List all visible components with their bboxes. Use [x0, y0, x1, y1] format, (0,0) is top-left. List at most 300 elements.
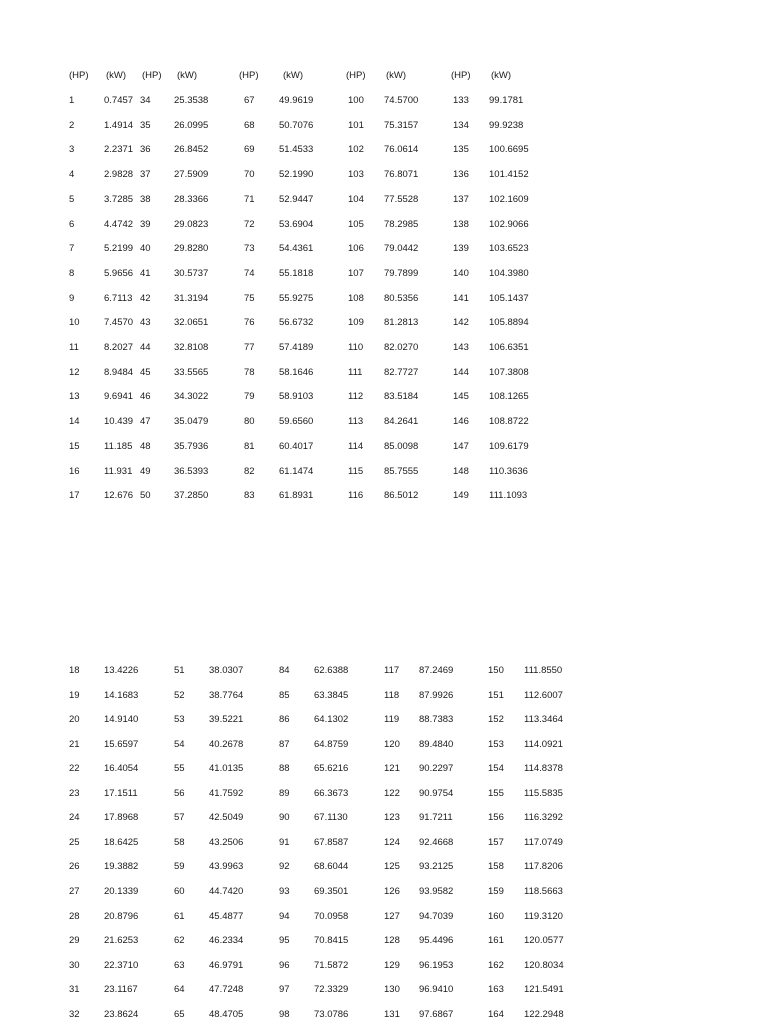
cell-kw-e: 108.1265	[489, 391, 529, 403]
cell-hp-d: 131	[384, 1008, 400, 1020]
cell-hp-a: 21	[69, 738, 80, 750]
cell-hp-c: 70	[244, 169, 255, 181]
cell-hp-b: 61	[174, 910, 185, 922]
cell-kw-c: 52.1990	[279, 169, 314, 181]
cell-hp-d: 106	[348, 243, 364, 255]
cell-hp-c: 87	[279, 738, 290, 750]
cell-hp-d: 123	[384, 812, 400, 824]
cell-kw-d: 88.7383	[419, 714, 454, 726]
cell-hp-c: 82	[244, 465, 255, 477]
cell-hp-d: 108	[348, 292, 364, 304]
cell-kw-b: 31.3194	[174, 292, 209, 304]
cell-hp-c: 83	[244, 490, 255, 502]
cell-kw-a: 7.4570	[104, 317, 134, 329]
cell-hp-e: 162	[488, 959, 504, 971]
cell-hp-a: 3	[69, 144, 75, 156]
cell-hp-d: 102	[348, 144, 364, 156]
cell-hp-d: 130	[384, 984, 400, 996]
cell-hp-a: 32	[69, 1008, 80, 1020]
cell-kw-c: 64.8759	[314, 738, 349, 750]
cell-hp-b: 56	[174, 787, 185, 799]
cell-hp-a: 20	[69, 714, 80, 726]
cell-hp-b: 59	[174, 861, 185, 873]
cell-hp-e: 161	[488, 935, 504, 947]
cell-kw-a: 6.7113	[104, 292, 133, 304]
cell-hp-c: 72	[244, 218, 255, 230]
cell-kw-d: 76.0614	[384, 144, 419, 156]
cell-kw-c: 70.0958	[314, 910, 349, 922]
cell-hp-b: 54	[174, 738, 185, 750]
cell-hp-d: 115	[348, 465, 364, 477]
cell-kw-e: 122.2948	[524, 1008, 564, 1020]
cell-kw-d: 85.7555	[384, 465, 419, 477]
table-row	[0, 168, 768, 182]
cell-kw-a: 10.439	[104, 416, 134, 428]
cell-hp-e: 159	[488, 885, 504, 897]
cell-hp-e: 138	[453, 218, 469, 230]
cell-hp-d: 122	[384, 787, 400, 799]
cell-kw-e: 109.6179	[489, 440, 529, 452]
cell-kw-c: 72.3329	[314, 984, 349, 996]
cell-hp-c: 85	[279, 689, 290, 701]
cell-hp-d: 116	[348, 490, 364, 502]
cell-kw-d: 92.4668	[419, 836, 454, 848]
cell-hp-c: 81	[244, 440, 255, 452]
cell-hp-a: 23	[69, 787, 80, 799]
table-row	[0, 218, 768, 232]
cell-hp-b: 38	[140, 193, 151, 205]
column-header-kw-e: (kW)	[491, 70, 512, 81]
cell-hp-e: 155	[488, 787, 504, 799]
cell-hp-d: 119	[384, 714, 400, 726]
cell-hp-c: 97	[279, 984, 290, 996]
cell-kw-a: 4.4742	[104, 218, 134, 230]
cell-hp-a: 18	[69, 665, 80, 676]
cell-hp-a: 22	[69, 763, 80, 775]
cell-kw-b: 30.5737	[174, 267, 209, 279]
cell-kw-d: 90.9754	[419, 787, 454, 799]
table-row	[0, 664, 768, 678]
cell-hp-b: 63	[174, 959, 185, 971]
cell-kw-b: 46.9791	[209, 959, 244, 971]
cell-hp-b: 52	[174, 689, 185, 701]
cell-kw-c: 51.4533	[279, 144, 314, 156]
cell-hp-e: 139	[453, 243, 469, 255]
cell-kw-e: 111.8550	[524, 665, 563, 676]
cell-hp-d: 107	[348, 267, 364, 279]
cell-hp-d: 105	[348, 218, 364, 230]
cell-kw-c: 61.1474	[279, 465, 314, 477]
cell-kw-e: 103.6523	[489, 243, 529, 255]
cell-hp-e: 149	[453, 490, 469, 502]
cell-hp-a: 19	[69, 689, 80, 701]
cell-hp-b: 51	[174, 665, 185, 676]
cell-kw-e: 108.8722	[489, 416, 529, 428]
cell-hp-c: 88	[279, 763, 290, 775]
table-row	[0, 910, 768, 924]
cell-hp-a: 13	[69, 391, 80, 403]
cell-kw-e: 110.3636	[489, 465, 528, 477]
cell-hp-a: 9	[69, 292, 75, 304]
cell-kw-c: 52.9447	[279, 193, 314, 205]
cell-kw-d: 79.7899	[384, 267, 419, 279]
cell-kw-c: 53.6904	[279, 218, 314, 230]
cell-hp-a: 28	[69, 910, 80, 922]
cell-hp-a: 10	[69, 317, 80, 329]
cell-hp-d: 109	[348, 317, 364, 329]
cell-kw-d: 96.9410	[419, 984, 454, 996]
cell-hp-e: 144	[453, 366, 469, 378]
cell-kw-e: 112.6007	[524, 689, 563, 701]
cell-kw-c: 57.4189	[279, 342, 314, 353]
cell-kw-a: 23.1167	[104, 984, 138, 996]
cell-hp-b: 50	[140, 490, 151, 502]
cell-kw-c: 59.6560	[279, 416, 314, 428]
cell-hp-b: 43	[140, 317, 151, 329]
cell-hp-b: 46	[140, 391, 151, 403]
cell-hp-b: 40	[140, 243, 151, 255]
cell-hp-b: 47	[140, 416, 151, 428]
cell-kw-b: 35.0479	[174, 416, 209, 428]
cell-kw-e: 111.1093	[489, 490, 528, 502]
cell-hp-c: 95	[279, 935, 290, 947]
cell-hp-e: 160	[488, 910, 504, 922]
table-row	[0, 440, 768, 454]
cell-hp-b: 60	[174, 885, 185, 897]
cell-kw-d: 95.4496	[419, 935, 454, 947]
table-row	[0, 811, 768, 825]
cell-hp-a: 2	[69, 119, 75, 131]
cell-hp-e: 156	[488, 812, 504, 824]
table-row	[0, 689, 768, 703]
column-header-hp-c: (HP)	[239, 70, 259, 81]
table-row	[0, 119, 768, 133]
cell-hp-d: 125	[384, 861, 400, 873]
cell-kw-d: 97.6867	[419, 1008, 454, 1020]
cell-kw-e: 118.5663	[524, 885, 563, 897]
cell-kw-b: 33.5565	[174, 366, 209, 378]
table-row	[0, 193, 768, 207]
cell-hp-a: 15	[69, 440, 80, 452]
table-row	[0, 341, 768, 355]
cell-kw-b: 32.0651	[174, 317, 209, 329]
cell-hp-a: 24	[69, 812, 80, 824]
cell-hp-a: 6	[69, 218, 75, 230]
cell-kw-d: 80.5356	[384, 292, 419, 304]
cell-kw-a: 23.8624	[104, 1008, 139, 1020]
cell-hp-d: 129	[384, 959, 400, 971]
column-header-hp-d: (HP)	[346, 70, 366, 81]
cell-kw-a: 15.6597	[104, 738, 139, 750]
cell-hp-d: 121	[384, 763, 400, 775]
cell-kw-d: 89.4840	[419, 738, 454, 750]
cell-kw-d: 74.5700	[384, 95, 419, 106]
table-row	[0, 762, 768, 776]
cell-kw-a: 19.3882	[104, 861, 139, 873]
cell-hp-a: 17	[69, 490, 80, 502]
cell-kw-a: 8.2027	[104, 342, 134, 353]
cell-hp-e: 147	[453, 440, 469, 452]
column-header-kw-b: (kW)	[177, 70, 198, 81]
cell-hp-a: 12	[69, 366, 80, 378]
cell-kw-d: 81.2813	[384, 317, 419, 329]
cell-hp-c: 96	[279, 959, 290, 971]
cell-kw-d: 83.5184	[384, 391, 419, 403]
cell-hp-c: 98	[279, 1008, 290, 1020]
table-row	[0, 242, 768, 256]
cell-hp-a: 8	[69, 267, 75, 279]
table-row	[0, 489, 768, 503]
cell-hp-e: 143	[453, 342, 469, 353]
cell-hp-d: 114	[348, 440, 364, 452]
cell-kw-b: 43.9963	[209, 861, 244, 873]
cell-kw-c: 66.3673	[314, 787, 349, 799]
cell-hp-a: 7	[69, 243, 75, 255]
cell-hp-d: 100	[348, 95, 364, 106]
cell-kw-c: 56.6732	[279, 317, 314, 329]
cell-hp-a: 4	[69, 169, 75, 181]
cell-kw-e: 100.6695	[489, 144, 529, 156]
cell-hp-a: 30	[69, 959, 80, 971]
cell-kw-a: 3.7285	[104, 193, 134, 205]
cell-kw-c: 55.9275	[279, 292, 314, 304]
cell-kw-e: 104.3980	[489, 267, 529, 279]
cell-hp-a: 31	[69, 984, 80, 996]
table-row	[0, 94, 768, 108]
cell-hp-c: 93	[279, 885, 290, 897]
cell-kw-c: 54.4361	[279, 243, 314, 255]
cell-kw-e: 114.8378	[524, 763, 563, 775]
cell-kw-a: 21.6253	[104, 935, 139, 947]
cell-hp-e: 163	[488, 984, 504, 996]
cell-hp-e: 134	[453, 119, 469, 131]
cell-hp-e: 154	[488, 763, 504, 775]
column-header-hp-a: (HP)	[69, 70, 89, 81]
cell-kw-a: 11.185	[104, 440, 133, 452]
cell-kw-e: 102.1609	[489, 193, 529, 205]
column-header-hp-b: (HP)	[142, 70, 162, 81]
column-header-kw-c: (kW)	[283, 70, 304, 81]
cell-hp-c: 74	[244, 267, 255, 279]
cell-kw-c: 63.3845	[314, 689, 349, 701]
cell-hp-c: 94	[279, 910, 290, 922]
cell-kw-a: 13.4226	[104, 665, 139, 676]
cell-kw-c: 71.5872	[314, 959, 349, 971]
cell-kw-c: 50.7076	[279, 119, 314, 131]
table-row	[0, 860, 768, 874]
cell-kw-d: 78.2985	[384, 218, 419, 230]
cell-hp-c: 86	[279, 714, 290, 726]
cell-hp-e: 150	[488, 665, 504, 676]
cell-hp-a: 16	[69, 465, 80, 477]
cell-kw-d: 93.2125	[419, 861, 454, 873]
cell-hp-c: 89	[279, 787, 290, 799]
cell-hp-e: 135	[453, 144, 469, 156]
cell-kw-a: 2.2371	[104, 144, 134, 156]
cell-kw-c: 58.9103	[279, 391, 314, 403]
cell-kw-c: 64.1302	[314, 714, 349, 726]
cell-hp-b: 48	[140, 440, 151, 452]
cell-hp-b: 62	[174, 935, 185, 947]
cell-kw-b: 28.3366	[174, 193, 209, 205]
cell-hp-e: 157	[488, 836, 504, 848]
cell-kw-a: 22.3710	[104, 959, 139, 971]
cell-hp-d: 101	[348, 119, 364, 131]
cell-kw-a: 20.8796	[104, 910, 139, 922]
cell-kw-d: 93.9582	[419, 885, 454, 897]
cell-kw-a: 12.676	[104, 490, 134, 502]
cell-hp-b: 55	[174, 763, 185, 775]
cell-kw-a: 14.9140	[104, 714, 139, 726]
cell-hp-e: 164	[488, 1008, 504, 1020]
cell-kw-e: 120.0577	[524, 935, 564, 947]
cell-hp-c: 73	[244, 243, 255, 255]
cell-hp-b: 65	[174, 1008, 185, 1020]
cell-hp-a: 25	[69, 836, 80, 848]
table-row	[0, 415, 768, 429]
cell-kw-a: 9.6941	[104, 391, 134, 403]
cell-hp-e: 148	[453, 465, 469, 477]
cell-hp-b: 36	[140, 144, 151, 156]
cell-hp-d: 117	[384, 665, 400, 676]
cell-hp-e: 136	[453, 169, 469, 181]
cell-kw-e: 115.5835	[524, 787, 563, 799]
cell-hp-c: 84	[279, 665, 290, 676]
cell-kw-b: 40.2678	[209, 738, 244, 750]
cell-hp-d: 120	[384, 738, 400, 750]
cell-kw-b: 46.2334	[209, 935, 244, 947]
cell-hp-e: 141	[453, 292, 469, 304]
cell-hp-e: 133	[453, 95, 469, 106]
cell-kw-a: 5.9656	[104, 267, 134, 279]
cell-kw-c: 67.8587	[314, 836, 349, 848]
cell-kw-e: 105.8894	[489, 317, 529, 329]
cell-kw-b: 39.5221	[209, 714, 244, 726]
cell-hp-b: 44	[140, 342, 151, 353]
cell-hp-c: 90	[279, 812, 290, 824]
cell-hp-c: 91	[279, 836, 290, 848]
cell-kw-e: 121.5491	[524, 984, 564, 996]
cell-hp-e: 137	[453, 193, 469, 205]
cell-kw-b: 34.3022	[174, 391, 209, 403]
cell-kw-b: 35.7936	[174, 440, 209, 452]
table-header-row	[0, 69, 768, 83]
table-row	[0, 787, 768, 801]
cell-hp-d: 118	[384, 689, 400, 701]
cell-kw-e: 117.8206	[524, 861, 563, 873]
cell-kw-b: 29.0823	[174, 218, 209, 230]
cell-kw-b: 37.2850	[174, 490, 209, 502]
table-row	[0, 1008, 768, 1022]
cell-kw-a: 0.7457	[104, 95, 134, 106]
cell-kw-c: 68.6044	[314, 861, 349, 873]
cell-kw-a: 18.6425	[104, 836, 139, 848]
cell-hp-c: 80	[244, 416, 255, 428]
cell-kw-c: 69.3501	[314, 885, 349, 897]
cell-kw-b: 48.4705	[209, 1008, 244, 1020]
cell-kw-c: 58.1646	[279, 366, 314, 378]
cell-hp-c: 78	[244, 366, 255, 378]
cell-kw-a: 8.9484	[104, 366, 134, 378]
cell-kw-b: 44.7420	[209, 885, 244, 897]
cell-kw-e: 99.9238	[489, 119, 524, 131]
cell-hp-c: 71	[244, 193, 255, 205]
cell-kw-e: 106.6351	[489, 342, 529, 353]
cell-kw-c: 49.9619	[279, 95, 314, 106]
cell-kw-e: 120.8034	[524, 959, 564, 971]
cell-kw-c: 67.1130	[314, 812, 348, 824]
cell-hp-b: 37	[140, 169, 151, 181]
cell-hp-e: 151	[488, 689, 504, 701]
cell-hp-e: 146	[453, 416, 469, 428]
cell-kw-a: 17.8968	[104, 812, 139, 824]
cell-hp-a: 26	[69, 861, 80, 873]
cell-kw-e: 116.3292	[524, 812, 563, 824]
table-row	[0, 836, 768, 850]
cell-kw-d: 82.0270	[384, 342, 419, 353]
cell-kw-a: 14.1683	[104, 689, 139, 701]
cell-kw-b: 27.5909	[174, 169, 209, 181]
column-header-hp-e: (HP)	[451, 70, 471, 81]
cell-hp-d: 124	[384, 836, 400, 848]
column-header-kw-d: (kW)	[386, 70, 407, 81]
cell-hp-a: 11	[69, 342, 79, 353]
cell-hp-b: 64	[174, 984, 185, 996]
cell-kw-b: 26.8452	[174, 144, 209, 156]
cell-kw-a: 11.931	[104, 465, 133, 477]
cell-kw-b: 41.0135	[209, 763, 244, 775]
cell-kw-e: 107.3808	[489, 366, 529, 378]
cell-hp-e: 152	[488, 714, 504, 726]
cell-kw-a: 20.1339	[104, 885, 139, 897]
cell-kw-a: 16.4054	[104, 763, 139, 775]
cell-kw-e: 113.3464	[524, 714, 563, 726]
cell-kw-e: 119.3120	[524, 910, 563, 922]
table-row	[0, 316, 768, 330]
cell-kw-b: 42.5049	[209, 812, 244, 824]
cell-hp-d: 128	[384, 935, 400, 947]
cell-hp-c: 67	[244, 95, 255, 106]
table-row	[0, 738, 768, 752]
cell-hp-c: 69	[244, 144, 255, 156]
cell-hp-b: 35	[140, 119, 151, 131]
cell-kw-d: 85.0098	[384, 440, 419, 452]
cell-kw-b: 43.2506	[209, 836, 244, 848]
cell-hp-b: 57	[174, 812, 185, 824]
cell-kw-d: 91.7211	[419, 812, 453, 824]
cell-kw-c: 60.4017	[279, 440, 314, 452]
cell-kw-c: 61.8931	[279, 490, 314, 502]
column-header-kw-a: (kW)	[106, 70, 127, 81]
cell-hp-e: 145	[453, 391, 469, 403]
cell-kw-d: 87.2469	[419, 665, 454, 676]
table-row	[0, 713, 768, 727]
cell-kw-d: 77.5528	[384, 193, 419, 205]
cell-kw-e: 101.4152	[489, 169, 529, 181]
cell-kw-d: 82.7727	[384, 366, 419, 378]
cell-kw-a: 17.1511	[104, 787, 138, 799]
cell-hp-b: 42	[140, 292, 151, 304]
cell-hp-a: 27	[69, 885, 80, 897]
cell-hp-e: 158	[488, 861, 504, 873]
cell-kw-b: 41.7592	[209, 787, 244, 799]
cell-kw-d: 75.3157	[384, 119, 419, 131]
cell-kw-b: 38.7764	[209, 689, 244, 701]
cell-hp-d: 110	[348, 342, 364, 353]
table-row	[0, 934, 768, 948]
cell-hp-e: 140	[453, 267, 469, 279]
cell-hp-d: 126	[384, 885, 400, 897]
